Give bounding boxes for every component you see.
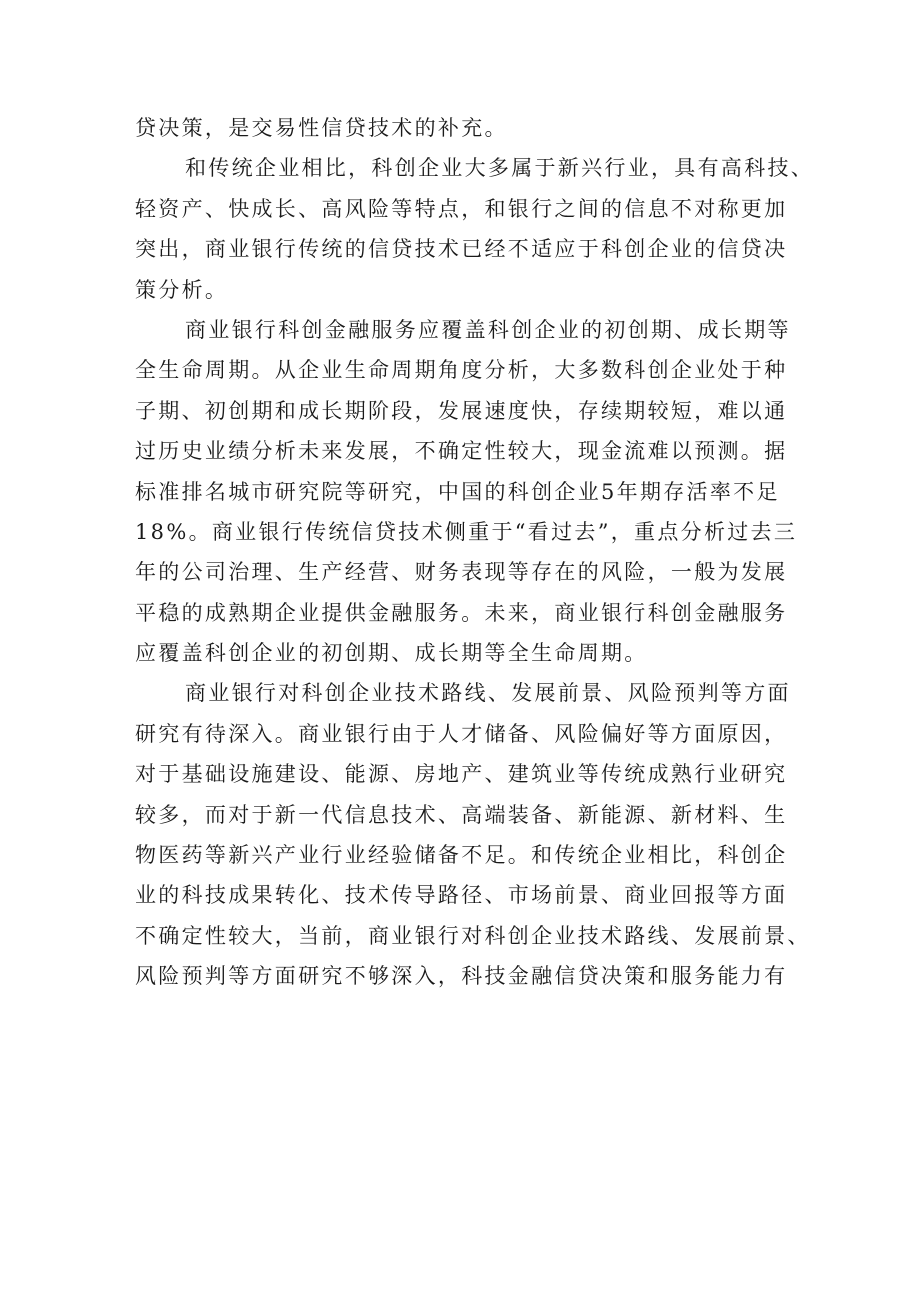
text-line: 过历史业绩分析未来发展，不确定性较大，现金流难以预测。据 bbox=[135, 439, 788, 464]
text-line: 业的科技成果转化、技术传导路径、市场前景、商业回报等方面 bbox=[135, 883, 788, 908]
text-line: 全生命周期。从企业生命周期角度分析，大多数科创企业处于种 bbox=[135, 358, 788, 383]
text-line: 较多，而对于新一代信息技术、高端装备、新能源、新材料、生 bbox=[135, 802, 788, 827]
paragraph-first-line: 和传统企业相比，科创企业大多属于新兴行业，具有高科技、 bbox=[185, 156, 815, 181]
text-line: 贷决策，是交易性信贷技术的补充。 bbox=[135, 116, 508, 140]
body-text bbox=[135, 108, 815, 997]
text-line: 轻资产、快成长、高风险等特点，和银行之间的信息不对称更加 bbox=[135, 196, 788, 221]
text-line: 应覆盖科创企业的初创期、成长期等全生命周期。 bbox=[135, 641, 648, 666]
text-line: 对于基础设施建设、能源、房地产、建筑业等传统成熟行业研究 bbox=[135, 762, 788, 787]
text-line: 策分析。 bbox=[135, 277, 229, 302]
text-line: 物医药等新兴产业行业经验储备不足。和传统企业相比，科创企 bbox=[135, 843, 788, 868]
text-line: 18%。商业银行传统信贷技术侧重于“看过去”，重点分析过去三 bbox=[135, 519, 798, 544]
text-line: 子期、初创期和成长期阶段，发展速度快，存续期较短，难以通 bbox=[135, 398, 788, 423]
paragraph-first-line: 商业银行对科创企业技术路线、发展前景、风险预判等方面 bbox=[185, 681, 791, 706]
text-line: 不确定性较大，当前，商业银行对科创企业技术路线、发展前景、 bbox=[135, 923, 811, 948]
text-line: 研究有待深入。商业银行由于人才储备、风险偏好等方面原因， bbox=[135, 721, 788, 746]
text-line: 年的公司治理、生产经营、财务表现等存在的风险，一般为发展 bbox=[135, 560, 788, 585]
text-line: 标准排名城市研究院等研究，中国的科创企业5年期存活率不足 bbox=[135, 479, 780, 504]
text-line: 平稳的成熟期企业提供金融服务。未来，商业银行科创金融服务 bbox=[135, 600, 788, 625]
text-line: 突出，商业银行传统的信贷技术已经不适应于科创企业的信贷决 bbox=[135, 237, 788, 262]
paragraph-first-line: 商业银行科创金融服务应覆盖科创企业的初创期、成长期等 bbox=[185, 317, 791, 342]
text-line: 风险预判等方面研究不够深入，科技金融信贷决策和服务能力有 bbox=[135, 964, 788, 989]
